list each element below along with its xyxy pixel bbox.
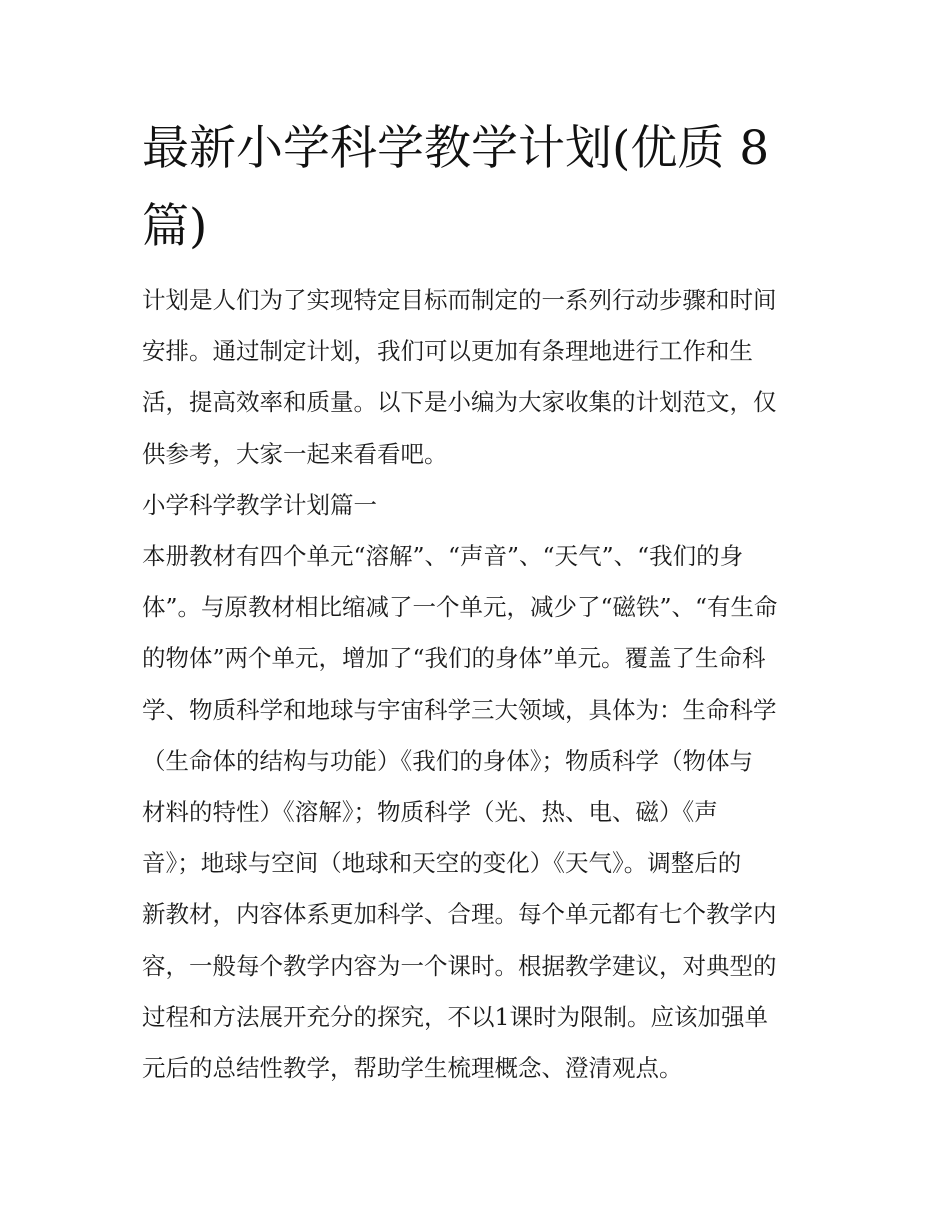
- section-line: 音》；地球与空间（地球和天空的变化）《天气》。调整后的: [142, 849, 742, 878]
- section-heading-text: 小学科学教学计划篇一: [142, 491, 377, 519]
- title-line-2: 篇): [142, 199, 208, 254]
- section-paragraph: [142, 531, 814, 1094]
- intro-line: 供参考，大家一起来看看吧。: [142, 439, 448, 468]
- section-line: 新教材，内容体系更加科学、合理。每个单元都有七个教学内: [142, 900, 777, 929]
- section-heading: [142, 480, 814, 531]
- intro-line: 安排。通过制定计划，我们可以更加有条理地进行工作和生: [142, 337, 753, 366]
- section-line: （生命体的结构与功能）《我们的身体》；物质科学（物体与: [142, 746, 753, 775]
- section-line: 过程和方法展开充分的探究，不以1课时为限制。应该加强单: [142, 1002, 768, 1031]
- section-line: 材料的特性）《溶解》；物质科学（光、热、电、磁）《声: [142, 798, 718, 827]
- intro-line: 计划是人们为了实现特定目标而制定的一系列行动步骤和时间: [142, 286, 777, 314]
- document-title: [142, 110, 814, 266]
- section-line: 元后的总结性教学，帮助学生梳理概念、澄清观点。: [142, 1054, 683, 1083]
- section-line: 容，一般每个教学内容为一个课时。根据教学建议，对典型的: [142, 951, 777, 980]
- section-line: 学、物质科学和地球与宇宙科学三大领域，具体为：生命科学: [142, 695, 777, 724]
- section-line: 体”。与原教材相比缩减了一个单元，减少了“磁铁”、“有生命: [142, 593, 778, 622]
- section-line: 本册教材有四个单元“溶解”、“声音”、“天气”、“我们的身: [142, 542, 744, 570]
- intro-paragraph: [142, 275, 814, 480]
- intro-line: 活，提高效率和质量。以下是小编为大家收集的计划范文，仅: [142, 388, 777, 417]
- section-line: 的物体”两个单元，增加了“我们的身体”单元。覆盖了生命科: [142, 644, 766, 673]
- title-line-1: 最新小学科学教学计划(优质 8: [142, 121, 770, 176]
